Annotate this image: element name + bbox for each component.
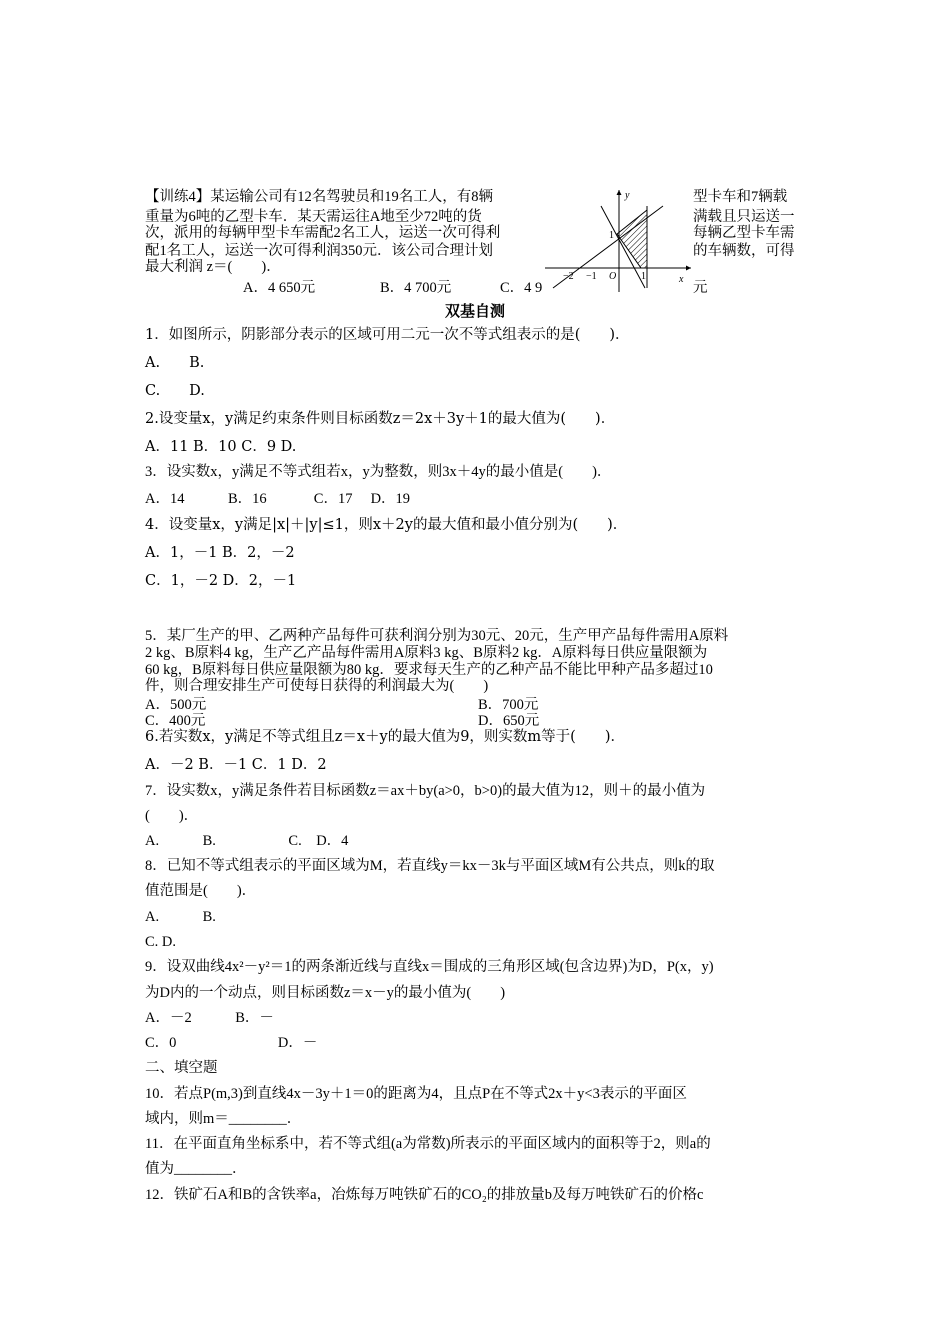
q7-stem-line2: ( )． (145, 808, 199, 824)
training4-line2: 重量为6吨的乙型卡车．某天需运往A地至少72吨的货 (145, 209, 482, 225)
training4-line1: 【训练4】某运输公司有12名驾驶员和19名工人，有8辆 (145, 189, 493, 205)
tick-label-x1: 1 (641, 271, 646, 282)
training4-line3: 次，派用的每辆甲型卡车需配2名工人，运送一次可得利 (145, 225, 501, 241)
q2-options: A．11 B．10 C．9 D. (145, 439, 297, 455)
section-title: 双基自测 (444, 302, 505, 320)
q10-stem-line1: 10．若点P(m,3)到直线4x－3y＋1＝0的距离为4，且点P在不等式2x＋y<3表示的平面区 (145, 1086, 687, 1102)
q8-options-cd: C. D. (145, 934, 177, 950)
q6-stem: 6.若实数x，y满足不等式组且z＝x＋y的最大值为9，则实数m等于( )． (145, 729, 625, 745)
x-axis-label: x (679, 274, 684, 285)
q11-stem-line2: 值为________． (145, 1161, 247, 1177)
q4-stem: 4．设变量x，y满足|x|＋|y|≤1，则x＋2y的最大值和最小值分别为( )． (145, 517, 628, 533)
origin-label: O (609, 271, 617, 282)
q4-options-ab: A．1，－1 B．2，－2 (145, 545, 295, 561)
x-axis-arrow (686, 266, 691, 271)
tick-label-y1: 1 (609, 230, 614, 241)
region-plot (543, 188, 693, 293)
q8-stem-line1: 8．已知不等式组表示的平面区域为M，若直线y＝kx－3k与平面区域M有公共点，则k的取 (145, 858, 715, 874)
q10-stem-line2: 域内，则m＝________． (145, 1111, 302, 1127)
y-axis-label: y (625, 190, 630, 201)
q8-options-ab: A. B. (145, 909, 216, 925)
q11-stem-line1: 11．在平面直角坐标系中，若不等式组(a为常数)所表示的平面区域内的面积等于2，则a的 (145, 1136, 711, 1152)
shaded-region (617, 210, 647, 268)
q1-options-cd: C. D. (145, 383, 205, 399)
q2-stem: 2.设变量x，y满足约束条件则目标函数z＝2x＋3y＋1的最大值为( )． (145, 411, 616, 427)
q3-options: A．14 B．16 C．17 D．19 (145, 491, 411, 507)
q9-options-ab: A．－2 B．－ (145, 1010, 274, 1026)
training4-line4: 配1名工人，运送一次可得利润350元．该公司合理计划 (145, 243, 493, 259)
q3-stem: 3．设实数x，y满足不等式组若x，y为整数，则3x＋4y的最小值是( )． (145, 464, 612, 480)
training4-option-a: A．4 650元 (243, 280, 316, 296)
q5-option-c: C．400元 (145, 713, 206, 729)
training4-line3-right: 每辆乙型卡车需 (693, 225, 795, 241)
q9-options-cd: C．0 D．－ (145, 1035, 318, 1051)
training4-line1-right: 型卡车和7辆载 (693, 189, 788, 205)
training4-line2-right: 满载且只运送一 (693, 209, 795, 225)
y-axis-arrow (617, 190, 622, 195)
q12-stem-line1: 12．铁矿石A和B的含铁率a，冶炼每万吨铁矿石的CO₂的排放量b及每万吨铁矿石的价格c (145, 1187, 704, 1203)
q4-options-cd: C．1，－2 D．2，－1 (145, 573, 297, 589)
q5-stem-line2: 2 kg、B原料4 kg，生产乙产品每件需用A原料3 kg、B原料2 kg．A原料每日供应量限额为 (145, 645, 708, 661)
q6-options: A．－2 B．－1 C．1 D．2 (145, 757, 327, 773)
training4-option-b: B．4 700元 (380, 280, 452, 296)
q9-stem-line1: 9．设双曲线4x²－y²＝1的两条渐近线与直线x＝围成的三角形区域(包含边界)为D，P(x，y) (145, 959, 714, 975)
tick-label-neg2: −2 (563, 271, 574, 282)
training4-option-d-tail: 元 (693, 280, 708, 296)
q5-stem-line4: 件，则合理安排生产可使每日获得的利润最大为( ) (145, 678, 489, 694)
q5-stem-line3: 60 kg，B原料每日供应量限额为80 kg．要求每天生产的乙种产品不能比甲种产品多超过10 (145, 662, 713, 678)
q9-stem-line2: 为D内的一个动点，则目标函数z＝x－y的最小值为( ) (145, 985, 506, 1001)
q5-option-b: B．700元 (478, 697, 539, 713)
fill-in-section-heading: 二、填空题 (145, 1060, 218, 1076)
q5-option-a: A．500元 (145, 697, 207, 713)
q7-stem-line1: 7．设实数x，y满足条件若目标函数z＝ax＋by(a>0，b>0)的最大值为12，则＋的最小值为 (145, 783, 706, 799)
q8-stem-line2: 值范围是( )． (145, 883, 257, 899)
region-figure (543, 188, 693, 293)
training4-line5: 最大利润 z＝( )． (145, 259, 281, 275)
q1-stem: 1．如图所示，阴影部分表示的区域可用二元一次不等式组表示的是( )． (145, 327, 630, 343)
q5-option-d: D．650元 (478, 713, 540, 729)
q1-options-ab: A. B. (145, 355, 205, 371)
tick-label-neg1: −1 (586, 271, 597, 282)
training4-line4-right: 的车辆数，可得 (693, 243, 795, 259)
q7-options: A. B. C. D．4 (145, 833, 349, 849)
q5-stem-line1: 5．某厂生产的甲、乙两种产品每件可获利润分别为30元、20元，生产甲产品每件需用A原料 (145, 628, 729, 644)
training4-option-c: C．4 9 (500, 280, 543, 296)
